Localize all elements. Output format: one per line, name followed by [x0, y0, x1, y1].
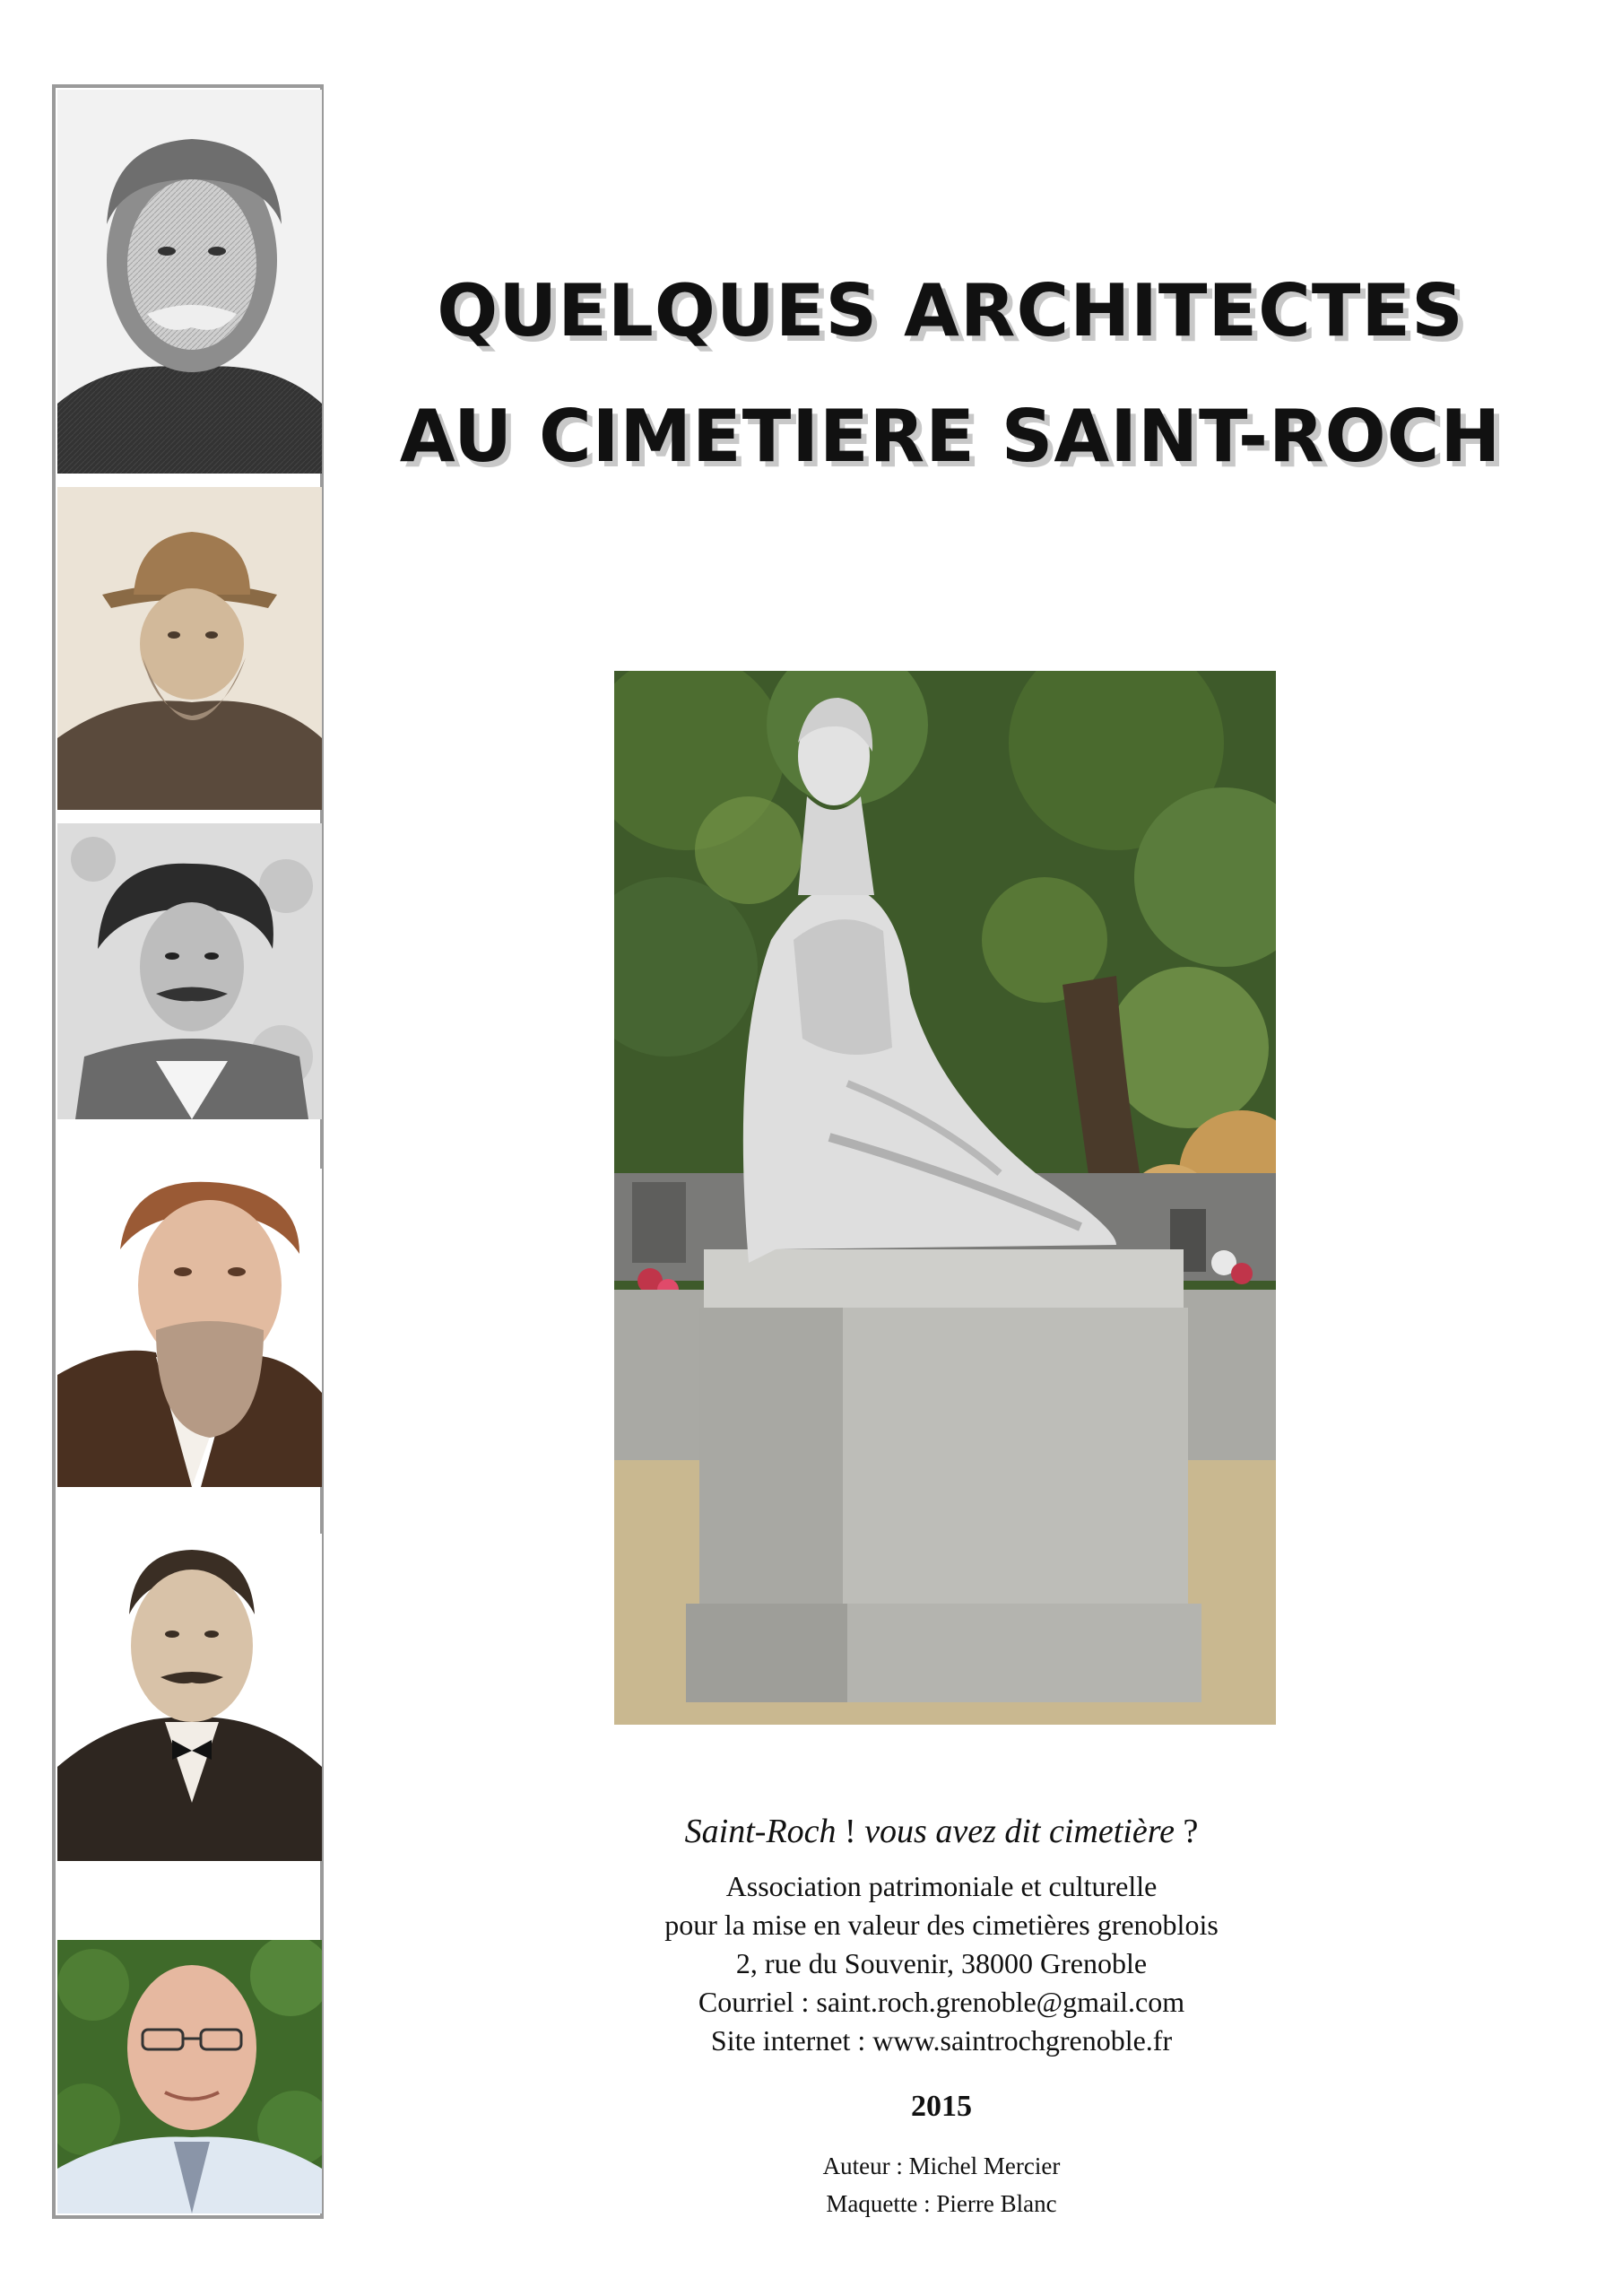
association-description: Association patrimoniale et culturelle	[725, 1870, 1158, 1902]
tagline-name: Saint-Roch	[684, 1813, 837, 1850]
portrait-engraving-man	[57, 90, 322, 474]
tagline-question-mark: ?	[1174, 1813, 1199, 1850]
page-title-line-2: AU CIMETIERE SAINT-ROCH	[399, 395, 1502, 478]
author-credit: Auteur : Michel Mercier	[822, 2152, 1061, 2179]
association-address: 2, rue du Souvenir, 38000 Grenoble	[735, 1947, 1148, 1979]
tagline-exclamation: !	[836, 1813, 865, 1850]
portrait-strip	[52, 84, 324, 2219]
layout-credit: Maquette : Pierre Blanc	[826, 2190, 1057, 2217]
portrait-man-glasses	[57, 1940, 322, 2213]
statue-photograph	[614, 671, 1276, 1725]
tagline	[547, 1812, 1336, 1851]
association-email: Courriel : saint.roch.grenoble@gmail.com	[698, 1986, 1185, 2018]
association-info	[547, 1867, 1336, 2060]
page-title-line-1: QUELQUES ARCHITECTES	[437, 269, 1464, 352]
association-website: Site internet : www.saintrochgrenoble.fr	[710, 2024, 1173, 2057]
publication-year: 2015	[911, 2090, 972, 2123]
tagline-question: vous avez dit cimetière	[864, 1813, 1175, 1850]
portrait-man-bow-tie	[57, 1534, 322, 1861]
portrait-man-red-beard	[57, 1169, 322, 1487]
portrait-man-in-hat	[57, 487, 322, 810]
portrait-man-wide-hair	[57, 823, 322, 1119]
association-purpose: pour la mise en valeur des cimetières grenoblois	[664, 1909, 1219, 1941]
